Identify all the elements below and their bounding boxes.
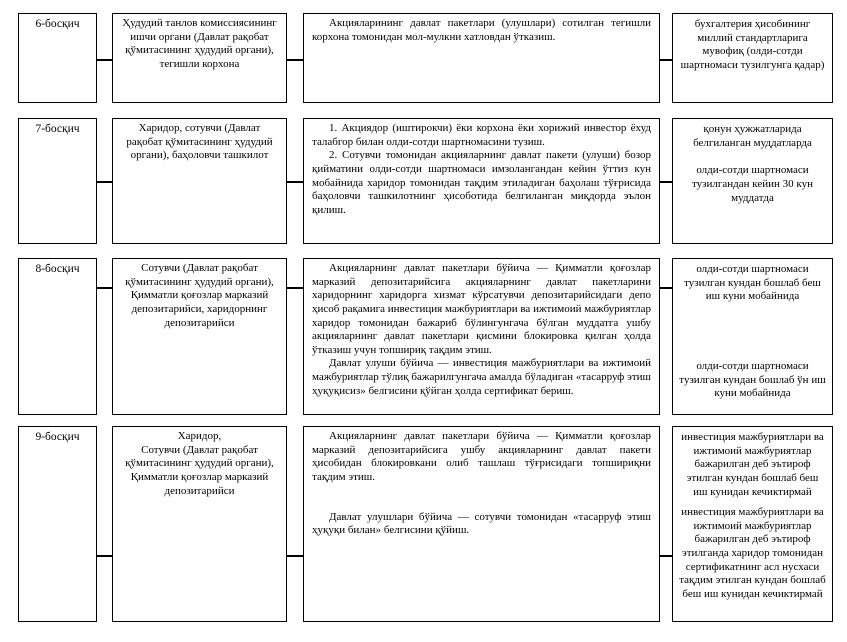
action-text: Давлат улушлари бўйича — сотувчи томонидан «тасарруф этиш ҳуқуқи билан» белгисини қўйиш. [312, 510, 651, 537]
connector-line [97, 287, 112, 289]
stage-label-box [18, 13, 97, 103]
action-text: Акцияларининг давлат пакетлари (улушлари) сотилган тегишли корхона томонидан мол-мулкни хатловдан ўтказиш. [312, 17, 651, 43]
stage-row-9 [0, 426, 847, 622]
action-box [303, 258, 660, 415]
stage-label-box [18, 118, 97, 244]
timing-text: қонун ҳужжатларида белгиланган муддатларда [693, 123, 812, 149]
connector-line [287, 287, 303, 289]
connector-line [660, 287, 672, 289]
connector-line [660, 59, 672, 61]
actor-text: Сотувчи (Давлат рақобат қўмитасининг ҳудудий органи), Қимматли қоғозлар марказий депозитарийси, харидорнинг депозитарийси [125, 262, 274, 329]
stage-row-6 [0, 13, 847, 103]
actor-text: Харидор, сотувчи (Давлат рақобат қўмитасининг ҳудудий органи), баҳоловчи ташкилот [126, 122, 273, 162]
actor-text: Сотувчи (Давлат рақобат қўмитасининг ҳудудий органи), [125, 443, 274, 470]
actor-text: Харидор, [177, 430, 222, 442]
stage-label-box [18, 258, 97, 415]
stage-row-7 [0, 118, 847, 244]
stage-label: 8-босқич [35, 263, 80, 275]
actor-text: Қимматли қоғозлар марказий депозитарийси [130, 470, 269, 497]
stage-label-box [18, 426, 97, 622]
actor-box [112, 426, 287, 622]
action-box [303, 118, 660, 244]
connector-line [97, 181, 112, 183]
actor-box [112, 258, 287, 415]
stage-row-8 [0, 258, 847, 415]
connector-line [97, 59, 112, 61]
connector-line [287, 59, 303, 61]
connector-line [287, 181, 303, 183]
timing-text: олди-сотди шартномаси тузилган кундан бошлаб ўн иш куни мобайнида [679, 359, 826, 400]
action-text: Акцияларнинг давлат пакетлари бўйича — Қимматли қоғозлар марказий депозитарийсига акцияларнинг давлат пакетларини харидорнинг харидорга хизмат кўрсатувчи депозитарийсидаги депо ҳисоб рақамига инвестиция мажбуриятлари ва ижтимоий мажбуриятлар харидор томонидан бажариб бўлингунгача бўлган муддатга ушбу акцияларнинг давлат пакетлари қисмини блокировка қилган ҳолда ўтказиш учун топшириқ тақдим этиш. [312, 262, 651, 356]
timing-text: инвестиция мажбуриятлари ва ижтимоий мажбуриятлар бажарилган деб эътироф этилганда харидор томонидан сертификатнинг асл нусхаси тақдим этилган кундан бошлаб беш иш кунидан кечиктирмай [679, 506, 826, 600]
stage-label: 6-босқич [35, 18, 80, 30]
actor-box [112, 13, 287, 103]
timing-text: олди-сотди шартномаси тузилган кундан бошлаб беш иш куни мобайнида [684, 263, 821, 303]
timing-text: олди-сотди шартномаси тузилгандан кейин 30 кун муддатда [692, 164, 813, 204]
timing-box [672, 258, 833, 415]
action-text: Давлат улуши бўйича — инвестиция мажбуриятлари ва ижтимоий мажбуриятлар тўлиқ бажарилгунгача амалда бўладиган «тасарруф этиш ҳуқуқисиз» белгисини қўйган ҳолда сертификат бериш. [312, 357, 651, 397]
connector-line [97, 555, 112, 557]
actor-text: Ҳудудий танлов комиссиясининг ишчи органи (Давлат рақобат қўмитасининг ҳудудий органи), тегишли корхона [122, 17, 277, 70]
action-box [303, 13, 660, 103]
connector-line [660, 555, 672, 557]
timing-text: бухгалтерия ҳисобининг миллий стандартларига мувофиқ (олди-сотди шартномаси тузилгунга қадар) [680, 18, 825, 71]
action-text: 1. Акциядор (иштирокчи) ёки корхона ёки хорижий инвестор ёхуд талабгор билан олди-сотди шартномасини тузиш. [312, 122, 651, 148]
timing-box [672, 426, 833, 622]
actor-box [112, 118, 287, 244]
stage-label: 9-босқич [35, 431, 80, 443]
action-text: Акцияларнинг давлат пакетлари бўйича — Қимматли қоғозлар марказий депозитарийсига ушбу акцияларнинг давлат пакети ҳисобидан блокировкани олиб ташлаш тўғрисидаги топшириқни тақдим этиш. [312, 430, 651, 483]
timing-box [672, 118, 833, 244]
stage-label: 7-босқич [35, 123, 80, 135]
timing-box [672, 13, 833, 103]
action-box [303, 426, 660, 622]
action-text: 2. Сотувчи томонидан акцияларнинг давлат пакети (улуши) бозор қийматини олди-сотди шартномаси имзолангандан кейин ўттиз кун мобайнида харидор томонидан тақдим этиладиган баҳолаш тўғрисида баҳоловчи ташкилотнинг ҳисоботида белгиланган миқдорда эълон қилиш. [312, 149, 651, 216]
connector-line [287, 555, 303, 557]
timing-text: инвестиция мажбуриятлари ва ижтимоий мажбуриятлар бажарилган деб эътироф этилган кундан бошлаб беш иш кунидан кечиктирмай [681, 431, 824, 498]
connector-line [660, 181, 672, 183]
